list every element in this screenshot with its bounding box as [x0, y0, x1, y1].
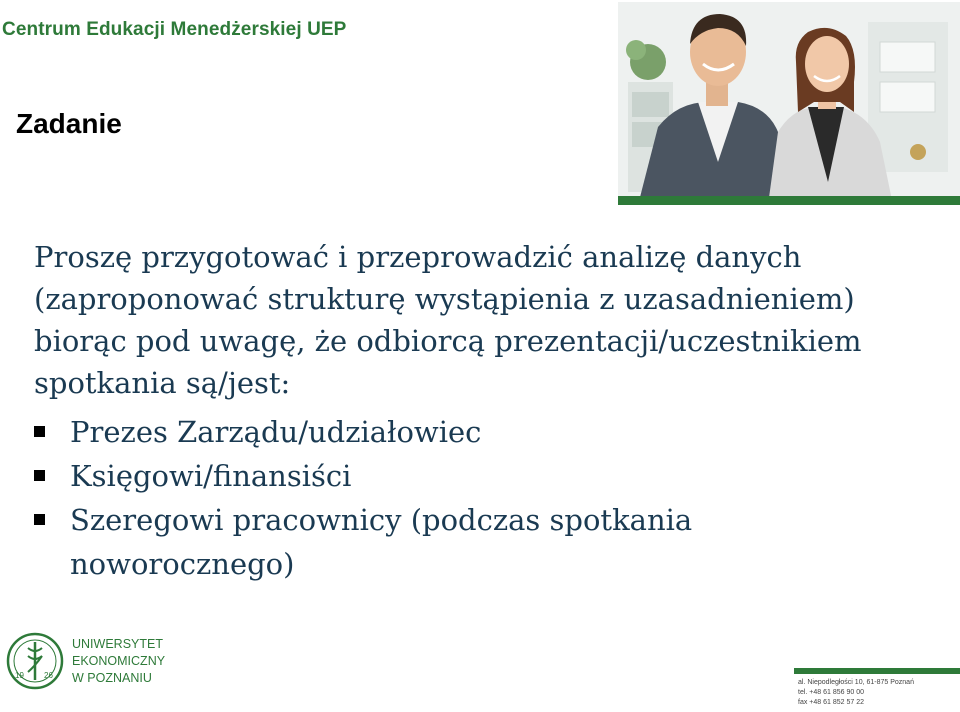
square-bullet-icon — [34, 426, 45, 437]
seal-year-right: 26 — [44, 671, 53, 680]
university-name-line1: UNIWERSYTET — [72, 636, 163, 651]
header-accent-bar — [618, 196, 960, 205]
square-bullet-icon — [34, 514, 45, 525]
footer-phone: tel. +48 61 856 90 00 — [798, 689, 864, 696]
seal-year-left: 19 — [15, 671, 24, 680]
footer-address: al. Niepodległości 10, 61-875 Poznań — [798, 679, 914, 686]
footer-accent-bar — [794, 668, 960, 674]
square-bullet-icon — [34, 470, 45, 481]
university-name — [72, 636, 165, 687]
university-name-line2: EKONOMICZNY — [72, 653, 166, 668]
task-content — [34, 236, 914, 586]
university-name-line3: W POZNANIU — [72, 670, 152, 685]
university-logo — [6, 632, 165, 690]
list-item-text: Szeregowi pracownicy (podczas spotkania noworocznego) — [70, 503, 693, 581]
task-paragraph: Proszę przygotować i przeprowadzić analizę danych (zaproponować strukturę wystąpienia z uzasadnieniem) biorąc pod uwagę, że odbiorcą prezentacji/uczestnikiem spotkania są/jest: — [34, 240, 862, 400]
list-item — [34, 410, 914, 454]
footer-fax: fax +48 61 852 57 22 — [798, 699, 864, 706]
list-item — [34, 498, 914, 586]
list-item-text: Księgowi/finansiści — [70, 459, 352, 493]
header-photo-two-professionals — [618, 2, 960, 205]
list-item-text: Prezes Zarządu/udziałowiec — [70, 415, 482, 449]
slide-title: Zadanie — [16, 108, 122, 139]
university-seal-icon — [6, 632, 64, 690]
header-brand-title: Centrum Edukacji Menedżerskiej UEP — [2, 19, 347, 40]
footer-contact — [798, 678, 914, 708]
list-item — [34, 454, 914, 498]
audience-list — [34, 410, 914, 586]
